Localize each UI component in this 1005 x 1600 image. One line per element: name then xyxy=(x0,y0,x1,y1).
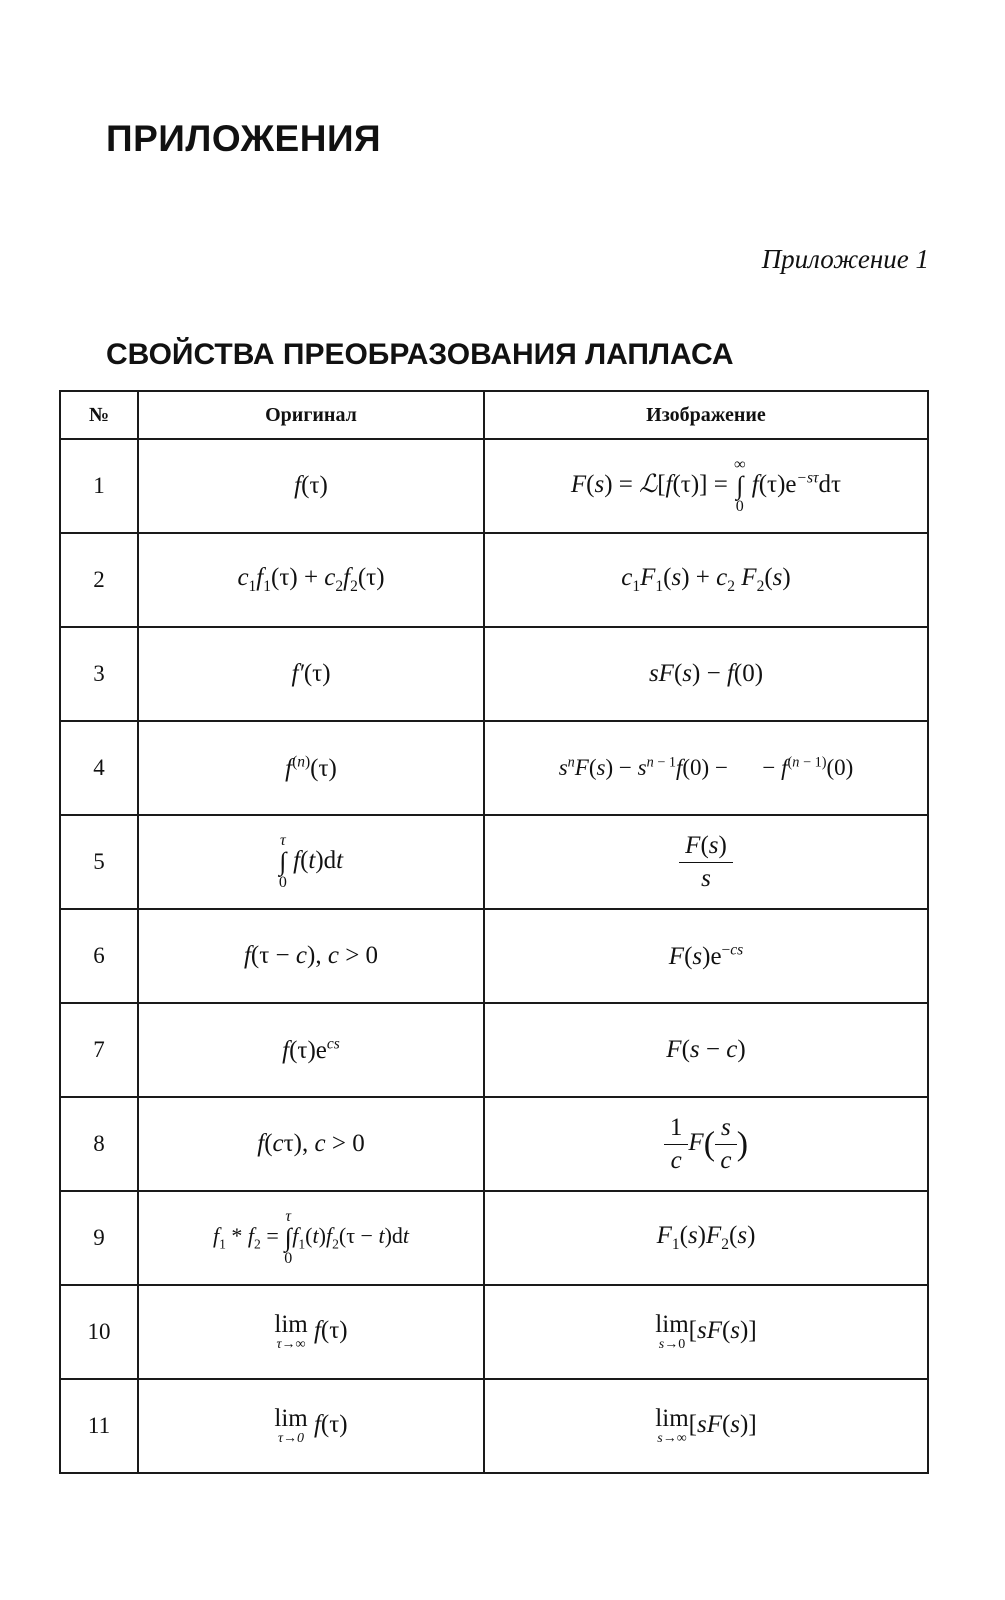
image-cell xyxy=(484,1285,928,1379)
table-row xyxy=(60,721,928,815)
table-title: СВОЙСТВА ПРЕОБРАЗОВАНИЯ ЛАПЛАСА xyxy=(106,338,734,371)
header-original: Оригинал xyxy=(138,391,484,439)
table-row xyxy=(60,1191,928,1285)
table-row xyxy=(60,1285,928,1379)
row-number: 1 xyxy=(60,439,138,533)
formula: $f^{(n)}(\tau)$ xyxy=(285,753,337,782)
formula: lim s→∞ [sF(s)] xyxy=(655,1404,757,1446)
image-cell xyxy=(484,721,928,815)
original-cell xyxy=(138,1097,484,1191)
table-row xyxy=(60,1003,928,1097)
row-number: 4 xyxy=(60,721,138,815)
appendix-label: Приложение 1 xyxy=(761,244,929,274)
original-cell xyxy=(138,815,484,909)
row-number: 11 xyxy=(60,1379,138,1473)
header-num: № xyxy=(60,391,138,439)
formula: F(s) = ℒ[f(τ)] = ∞ ∫ 0 $f(\tau)e^{-s\tau}d\tau$ xyxy=(570,456,842,515)
row-number: 9 xyxy=(60,1191,138,1285)
original-cell xyxy=(138,533,484,627)
table-row xyxy=(60,815,928,909)
table-header-row xyxy=(60,391,928,439)
image-cell xyxy=(484,1003,928,1097)
header-image: Изображение xyxy=(484,391,928,439)
image-cell xyxy=(484,1191,928,1285)
image-cell xyxy=(484,627,928,721)
original-cell xyxy=(138,1191,484,1285)
formula: $\frac{1}{c}$ F( $\frac{s}{c}$ ) xyxy=(664,1129,748,1156)
formula: $f_1 * f_2$ = τ ∫ 0 $f_1(t)f_2(\tau - t)dt$ xyxy=(212,1208,410,1267)
row-number: 10 xyxy=(60,1285,138,1379)
formula: sF(s) − f(0) xyxy=(648,660,764,687)
original-cell xyxy=(138,721,484,815)
image-cell xyxy=(484,909,928,1003)
original-cell xyxy=(138,1285,484,1379)
laplace-properties-table xyxy=(59,390,929,1474)
image-cell xyxy=(484,533,928,627)
table-row xyxy=(60,1379,928,1473)
original-cell xyxy=(138,627,484,721)
formula: $c_1F_1(s) + c_2$ $F_2(s)$ xyxy=(621,564,791,595)
formula: F(s − c) xyxy=(666,1036,746,1063)
table-row xyxy=(60,909,928,1003)
formula: lim τ→0 f(τ) xyxy=(274,1404,348,1446)
formula: $F(s)e^{-cs}$ xyxy=(668,941,744,970)
formula: $f(\tau)e^{cs}$ xyxy=(282,1035,340,1064)
table-row xyxy=(60,627,928,721)
table-row xyxy=(60,439,928,533)
original-cell xyxy=(138,1003,484,1097)
row-number: 2 xyxy=(60,533,138,627)
original-cell xyxy=(138,1379,484,1473)
formula: f(cτ), c > 0 xyxy=(257,1130,365,1157)
original-cell xyxy=(138,909,484,1003)
formula: $s^nF(s) - s^{n - 1}f(0)$ − − $f^{(n - 1)}(0)$ xyxy=(558,754,854,780)
formula: f′(τ) xyxy=(291,660,331,687)
fraction: $\frac{F(s)}{s}$ xyxy=(679,832,733,893)
table-row xyxy=(60,1097,928,1191)
image-cell xyxy=(484,815,928,909)
image-cell xyxy=(484,1379,928,1473)
formula: lim s→0 [sF(s)] xyxy=(655,1310,757,1352)
row-number: 6 xyxy=(60,909,138,1003)
formula: f(τ − c), c > 0 xyxy=(243,942,379,969)
formula: $F_1(s)F_2(s)$ xyxy=(656,1222,756,1253)
row-number: 7 xyxy=(60,1003,138,1097)
image-cell xyxy=(484,439,928,533)
row-number: 3 xyxy=(60,627,138,721)
original-cell xyxy=(138,439,484,533)
image-cell xyxy=(484,1097,928,1191)
section-title: ПРИЛОЖЕНИЯ xyxy=(106,118,382,159)
table-row xyxy=(60,533,928,627)
row-number: 8 xyxy=(60,1097,138,1191)
row-number: 5 xyxy=(60,815,138,909)
formula: $c_1f_1(\tau) + c_2f_2(\tau)$ xyxy=(237,564,385,595)
formula: f(τ) xyxy=(294,472,328,499)
formula: τ ∫ 0 f(t)dt xyxy=(278,832,344,891)
formula: lim τ→∞ f(τ) xyxy=(274,1310,348,1352)
